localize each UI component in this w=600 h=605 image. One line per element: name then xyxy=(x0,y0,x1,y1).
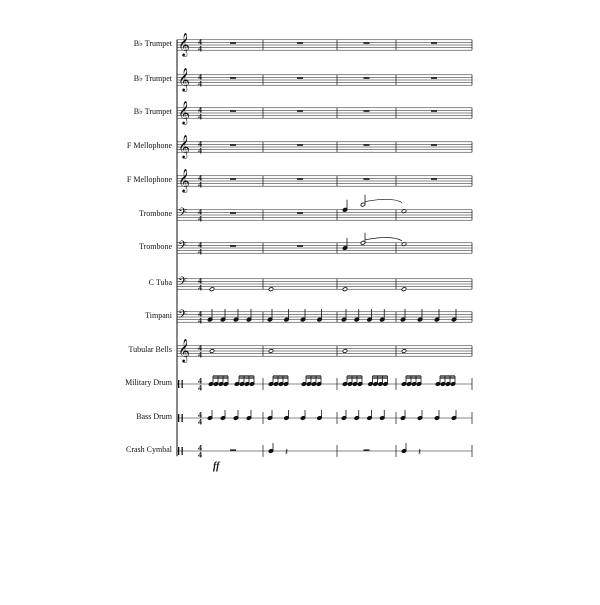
time-signature-denominator: 4 xyxy=(198,383,202,393)
instrument-label: B♭ Trumpet xyxy=(133,74,172,83)
bass-clef-icon: 𝄢 xyxy=(178,276,188,292)
time-signature-denominator: 4 xyxy=(198,112,202,122)
time-signature-numerator: 4 xyxy=(198,276,202,286)
time-signature-denominator: 4 xyxy=(198,180,202,190)
whole-note xyxy=(401,349,406,354)
treble-clef-icon: 𝄞 xyxy=(178,34,190,56)
treble-clef-icon: 𝄞 xyxy=(178,136,190,158)
rest xyxy=(364,449,370,450)
time-signature-denominator: 4 xyxy=(198,450,202,460)
percussion-clef-icon xyxy=(182,380,183,388)
time-signature-denominator: 4 xyxy=(198,350,202,360)
whole-rest xyxy=(230,245,236,246)
whole-note xyxy=(401,287,406,292)
percussion-clef-icon xyxy=(178,380,179,388)
whole-note xyxy=(401,242,406,247)
whole-rest xyxy=(431,42,437,43)
whole-rest xyxy=(230,77,236,78)
bass-clef-icon: 𝄢 xyxy=(178,309,188,325)
whole-note xyxy=(268,287,273,292)
instrument-label: B♭ Trumpet xyxy=(133,39,172,48)
percussion-clef-icon xyxy=(178,414,179,422)
instrument-label: Trombone xyxy=(138,209,172,218)
instrument-label: Military Drum xyxy=(125,378,172,387)
whole-note xyxy=(209,349,214,354)
instrument-label: B♭ Trumpet xyxy=(133,107,172,116)
instrument-label: Tubular Bells xyxy=(128,345,172,354)
whole-rest xyxy=(297,144,303,145)
whole-rest xyxy=(364,42,370,43)
time-signature-numerator: 4 xyxy=(198,173,202,183)
time-signature-numerator: 4 xyxy=(198,309,202,319)
instrument-label: Bass Drum xyxy=(136,412,172,421)
time-signature-numerator: 4 xyxy=(198,240,202,250)
whole-rest xyxy=(230,42,236,43)
whole-rest xyxy=(431,110,437,111)
whole-rest xyxy=(364,110,370,111)
whole-rest xyxy=(297,42,303,43)
instrument-label: C Tuba xyxy=(148,278,172,287)
quarter-rest: 𝄽 xyxy=(285,447,289,458)
whole-rest xyxy=(364,178,370,179)
time-signature-numerator: 4 xyxy=(198,410,202,420)
time-signature-denominator: 4 xyxy=(198,316,202,326)
whole-note xyxy=(342,287,347,292)
instrument-label: Timpani xyxy=(145,311,172,320)
dynamic-marking: ff xyxy=(213,461,220,472)
whole-rest xyxy=(230,144,236,145)
quarter-rest: 𝄽 xyxy=(418,447,422,458)
instrument-label: Trombone xyxy=(138,242,172,251)
whole-rest xyxy=(230,212,236,213)
time-signature-numerator: 4 xyxy=(198,37,202,47)
time-signature-numerator: 4 xyxy=(198,139,202,149)
percussion-clef-icon xyxy=(182,447,183,455)
percussion-clef-icon xyxy=(178,447,179,455)
time-signature-numerator: 4 xyxy=(198,105,202,115)
time-signature-numerator: 4 xyxy=(198,343,202,353)
whole-note xyxy=(268,349,273,354)
instrument-label: Crash Cymbal xyxy=(126,445,172,454)
treble-clef-icon: 𝄞 xyxy=(178,69,190,91)
whole-note xyxy=(342,349,347,354)
whole-rest xyxy=(297,212,303,213)
time-signature-numerator: 4 xyxy=(198,443,202,453)
time-signature-numerator: 4 xyxy=(198,376,202,386)
time-signature-denominator: 4 xyxy=(198,146,202,156)
time-signature-denominator: 4 xyxy=(198,247,202,257)
whole-rest xyxy=(297,77,303,78)
bass-clef-icon: 𝄢 xyxy=(178,240,188,256)
tie-curve xyxy=(365,199,402,202)
time-signature-denominator: 4 xyxy=(198,417,202,427)
bass-clef-icon: 𝄢 xyxy=(178,207,188,223)
whole-rest xyxy=(364,144,370,145)
whole-rest xyxy=(431,144,437,145)
whole-note xyxy=(401,209,406,214)
time-signature-denominator: 4 xyxy=(198,44,202,54)
tie-curve xyxy=(365,238,402,241)
treble-clef-icon: 𝄞 xyxy=(178,102,190,124)
percussion-clef-icon xyxy=(182,414,183,422)
time-signature-denominator: 4 xyxy=(198,79,202,89)
whole-rest xyxy=(364,77,370,78)
rest xyxy=(230,449,236,450)
whole-rest xyxy=(297,245,303,246)
whole-rest xyxy=(230,178,236,179)
treble-clef-icon: 𝄞 xyxy=(178,170,190,192)
whole-note xyxy=(209,287,214,292)
whole-rest xyxy=(431,178,437,179)
whole-rest xyxy=(297,110,303,111)
instrument-label: F Mellophone xyxy=(126,175,172,184)
instrument-label: F Mellophone xyxy=(126,141,172,150)
time-signature-numerator: 4 xyxy=(198,72,202,82)
time-signature-denominator: 4 xyxy=(198,283,202,293)
time-signature-numerator: 4 xyxy=(198,207,202,217)
whole-rest xyxy=(297,178,303,179)
whole-rest xyxy=(230,110,236,111)
time-signature-denominator: 4 xyxy=(198,214,202,224)
whole-rest xyxy=(431,77,437,78)
treble-clef-icon: 𝄞 xyxy=(178,340,190,362)
